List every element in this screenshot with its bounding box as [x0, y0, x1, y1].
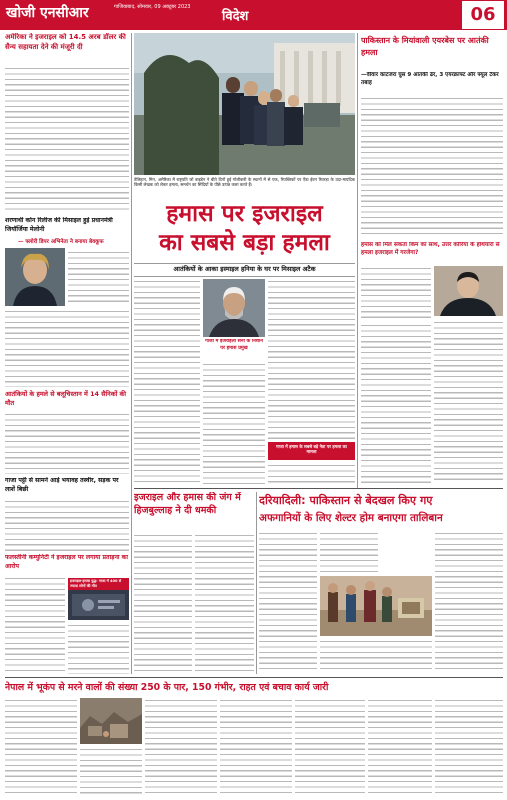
gaza-inset-text: इजराइल-हमास युद्ध: गाजा में 400 से ज्यादा लोगों की मौत — [70, 579, 122, 588]
nepal-body-col6 — [368, 698, 432, 796]
nepal-body-col5 — [295, 698, 365, 796]
nepal-body-col3 — [145, 698, 217, 796]
nepal-body-col7 — [435, 698, 503, 796]
nepal-body-col1 — [5, 698, 77, 796]
headline-north-korea: हमास को मिल सकता किम का साथ, उत्तर कोरिया के हथियारों से हमला इजराइल में गरजेगा? — [361, 242, 500, 256]
hezbollah-body-col2 — [195, 533, 254, 673]
main-body-col2 — [203, 362, 265, 484]
meloni-photo — [5, 248, 65, 306]
headline-gaza-photos: गाजा पट्टी से सामने आई भयावह तस्वीर, सड़क पर लाशें बिछी — [5, 477, 119, 493]
headline-nepal: नेपाल में भूकंप से मरने वालों की संख्या 250 के पार, 150 गंभीर, राहत एवं बचाव कार्य जारी — [5, 682, 329, 693]
inset-headline: गाजा में इजराइली सेना के निशाने पर हमास प्रमुख — [205, 339, 263, 351]
hezbollah-body-col1 — [134, 533, 192, 673]
column-divider-right — [357, 33, 358, 488]
haniyeh-image — [203, 279, 265, 337]
main-headline-line2: का सबसे बड़ा हमला — [159, 230, 330, 256]
gaza-photos-body-text — [5, 499, 129, 551]
gaza-inset-image — [68, 578, 129, 620]
headline-hezbollah: इजराइल और हमास की जंग में हिजबुल्लाह ने दी धमकी — [134, 492, 241, 516]
nepal-body-col4 — [220, 698, 292, 796]
mid-rule — [134, 488, 503, 489]
subhead-mianwali: —वीवार कांटजरा घुस 9 आतंकी ढेर, 3 एयरक्राफ्ट और फ्यूल टैंकर तबाह — [361, 72, 499, 86]
taliban-body-col2-b — [320, 639, 432, 673]
main-headline-line1: हमास पर इजराइल — [166, 201, 323, 227]
headline-palestinian-community: फलस्तीनी कम्युनिटी ने इजराइल पर लगाया प्रताड़ना का आरोप — [5, 554, 129, 570]
refugees-image — [320, 576, 432, 636]
white-house-image — [134, 33, 355, 175]
meloni-body-text — [68, 250, 129, 306]
byline-meloni: — फ्लोरी डिपर अभिनेता ने बनाया बेवकूफ — [18, 239, 104, 245]
nepal-photo — [80, 698, 142, 744]
nepal-image — [80, 698, 142, 744]
community-body-text — [5, 576, 65, 674]
portrait-image — [5, 248, 65, 306]
kim-photo — [434, 266, 503, 316]
nepal-body-col2 — [80, 747, 142, 796]
column-divider-left — [131, 33, 132, 674]
headline-meloni: शरणार्थी कोन रिलीज की मिसाइल हुई प्रधानमंत्री जियॉर्जिया मेलोनी — [5, 217, 113, 233]
meloni-body-text-2 — [5, 309, 129, 387]
masthead — [0, 0, 507, 30]
main-deck: आतंकियों के आका इस्माइल हनिया के घर पर मिसाइल अटैक — [173, 265, 316, 273]
headline-mianwali: पाकिस्तान के मियांवाली एयरबेस पर आतंकी हमला — [361, 36, 489, 57]
mid-divider — [256, 492, 257, 674]
main-body-col1 — [134, 279, 200, 484]
deck-rule-bottom — [134, 276, 355, 277]
us-aid-body-text — [5, 66, 129, 214]
north-korea-body-col1 — [361, 266, 431, 320]
main-body-col3 — [268, 279, 355, 439]
mianwali-body-text — [361, 96, 503, 238]
main-caption-box — [268, 442, 355, 460]
bottom-rule — [5, 677, 503, 678]
community-body-text-2 — [68, 623, 129, 674]
haniyeh-photo — [203, 279, 265, 337]
north-korea-body-col1-b — [361, 323, 431, 484]
main-body-col3-b — [268, 463, 355, 484]
baluchistan-body-text — [5, 412, 129, 474]
headline-taliban-line1: दरियादिली: पाकिस्तान से बेदखल किए गए — [259, 494, 433, 507]
headline-taliban-line2: अफगानियों के लिए शेल्टर होम बनाएगा तालिबान — [259, 512, 443, 524]
headline-us-aid: अमेरिका ने इजराइल को 14.5 अरब डॉलर की सैन्य सहायता देने की मंजूरी दी — [5, 33, 126, 51]
taliban-body-col3 — [435, 531, 503, 673]
photo-caption: तेलिहान, मिन, अमेरिका में राष्ट्रपति जो बाइडेन ने बीते दिनों हुई गोलीबारी के स्थानों में से एक, रिपब्लिकों पर ऐंडा ईवन रिवरड़ा के उदा-मायदिक किसी लेखक को लेकर हमला, समर्थन का सिंदियों के पीछे उत्पन्न कला करते हैं। — [134, 177, 355, 188]
afghan-refugees-photo — [320, 576, 432, 636]
edition-date: गाजियाबाद, सोमवार, 09 अक्टूबर 2023 — [114, 4, 191, 10]
taliban-body-col1 — [259, 531, 317, 673]
white-house-photo — [134, 33, 355, 175]
brand-title: खोजी एनसीआर — [6, 5, 89, 21]
main-caption-text: गाजा में हमास के सबसे बड़े नेता पर हमला का मामला — [276, 444, 347, 455]
headline-baluchistan: आतंकियों के हमले से बलूचिस्तान में 14 सैनिकों की मौत — [5, 390, 127, 407]
page-number: 06 — [462, 1, 504, 29]
kim-image — [434, 266, 503, 316]
taliban-body-col2 — [320, 531, 378, 573]
north-korea-body-col2 — [434, 320, 503, 484]
section-title: विदेश — [222, 9, 249, 24]
